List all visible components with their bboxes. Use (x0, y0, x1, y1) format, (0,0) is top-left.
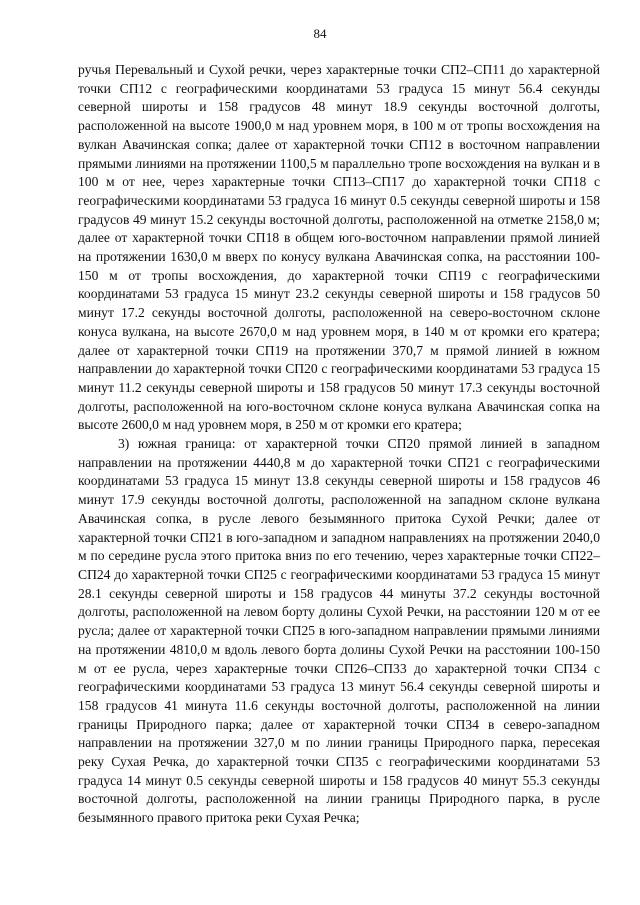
paragraph-continuation: ручья Перевальный и Сухой речки, через характерные точки СП2–СП11 до характерной точки СП12 с географическими координатами 53 градуса 15 минут 56.4 секунды северной широты и 158 градусов 48 минут 18.9 секунды восточной долготы, расположенной на высоте 1900,0 м над уровнем моря, в 100 м от тропы восхождения на вулкан Авачинская сопка; далее от характерной точки СП12 в восточном направлении прямыми линиями на протяжении 1100,5 м параллельно тропе восхождения на вулкан и в 100 м от нее, через характерные точки СП13–СП17 до характерной точки СП18 с географическими координатами 53 градуса 16 минут 0.5 секунды северной широты и 158 градусов 49 минут 15.2 секунды восточной долготы, расположенной на отметке 2158,0 м; далее от характерной точки СП18 в общем юго-восточном направлении прямой линией на протяжении 1630,0 м вверх по конусу вулкана Авачинская сопка, на расстоянии 100-150 м от тропы восхождения, до характерной точки СП19 с географическими координатами 53 градуса 15 минут 23.2 секунды северной широты и 158 градусов 50 минут 17.2 секунды восточной долготы, расположенной на северо-восточном склоне конуса вулкана, на высоте 2670,0 м над уровнем моря, в 140 м от кромки его кратера; далее от характерной точки СП19 на протяжении 370,7 м прямой линией в южном направлении до характерной точки СП20 с географическими координатами 53 градуса 15 минут 11.2 секунды северной широты и 158 градусов 50 минут 17.3 секунды восточной долготы, расположенной на юго-восточном склоне конуса вулкана Авачинская сопка на высоте 2600,0 м над уровнем моря, в 250 м от кромки его кратера; (78, 62, 600, 433)
paragraph-south-boundary: 3) южная граница: от характерной точки СП20 прямой линией в западном направлении на протяжении 4440,8 м до характерной точки СП21 с географическими координатами 53 градуса 15 минут 13.8 секунды северной широты и 158 градусов 46 минут 17.9 секунды восточной долготы, расположенной на западном склоне вулкана Авачинская сопка, в русле левого безымянного притока Сухой Речки; далее от характерной точки СП21 в юго-западном и западном направлениях на протяжении 2040,0 м по середине русла этого притока вниз по его течению, через характерные точки СП22–СП24 до характерной точки СП25 с географическими координатами 53 градуса 15 минут 28.1 секунды северной широты и 158 градусов 44 минуты 37.2 секунды восточной долготы, расположенной на левом борту долины Сухой Речки, на расстоянии 120 м от ее русла; далее от характерной точки СП25 в юго-западном направлении прямыми линиями на протяжении 4810,0 м вдоль левого борта долины Сухой Речки на расстоянии 100-150 м от ее русла, через характерные точки СП26–СП33 до характерной точки СП34 с географическими координатами 53 градуса 13 минут 56.4 секунды северной широты и 158 градусов 41 минута 11.6 секунды восточной долготы, расположенной на линии границы Природного парка; далее от характерной точки СП34 в северо-западном направлении на протяжении 327,0 м по линии границы Природного парка, пересекая реку Сухая Речка, до характерной точки СП35 с географическими координатами 53 градуса 14 минут 0.5 секунды северной широты и 158 градусов 40 минут 55.3 секунды восточной долготы, расположенной на линии границы Природного парка, в русле безымянного правого притока реки Сухая Речка; (78, 436, 600, 826)
document-body (78, 61, 600, 828)
page-number: 84 (313, 26, 327, 41)
